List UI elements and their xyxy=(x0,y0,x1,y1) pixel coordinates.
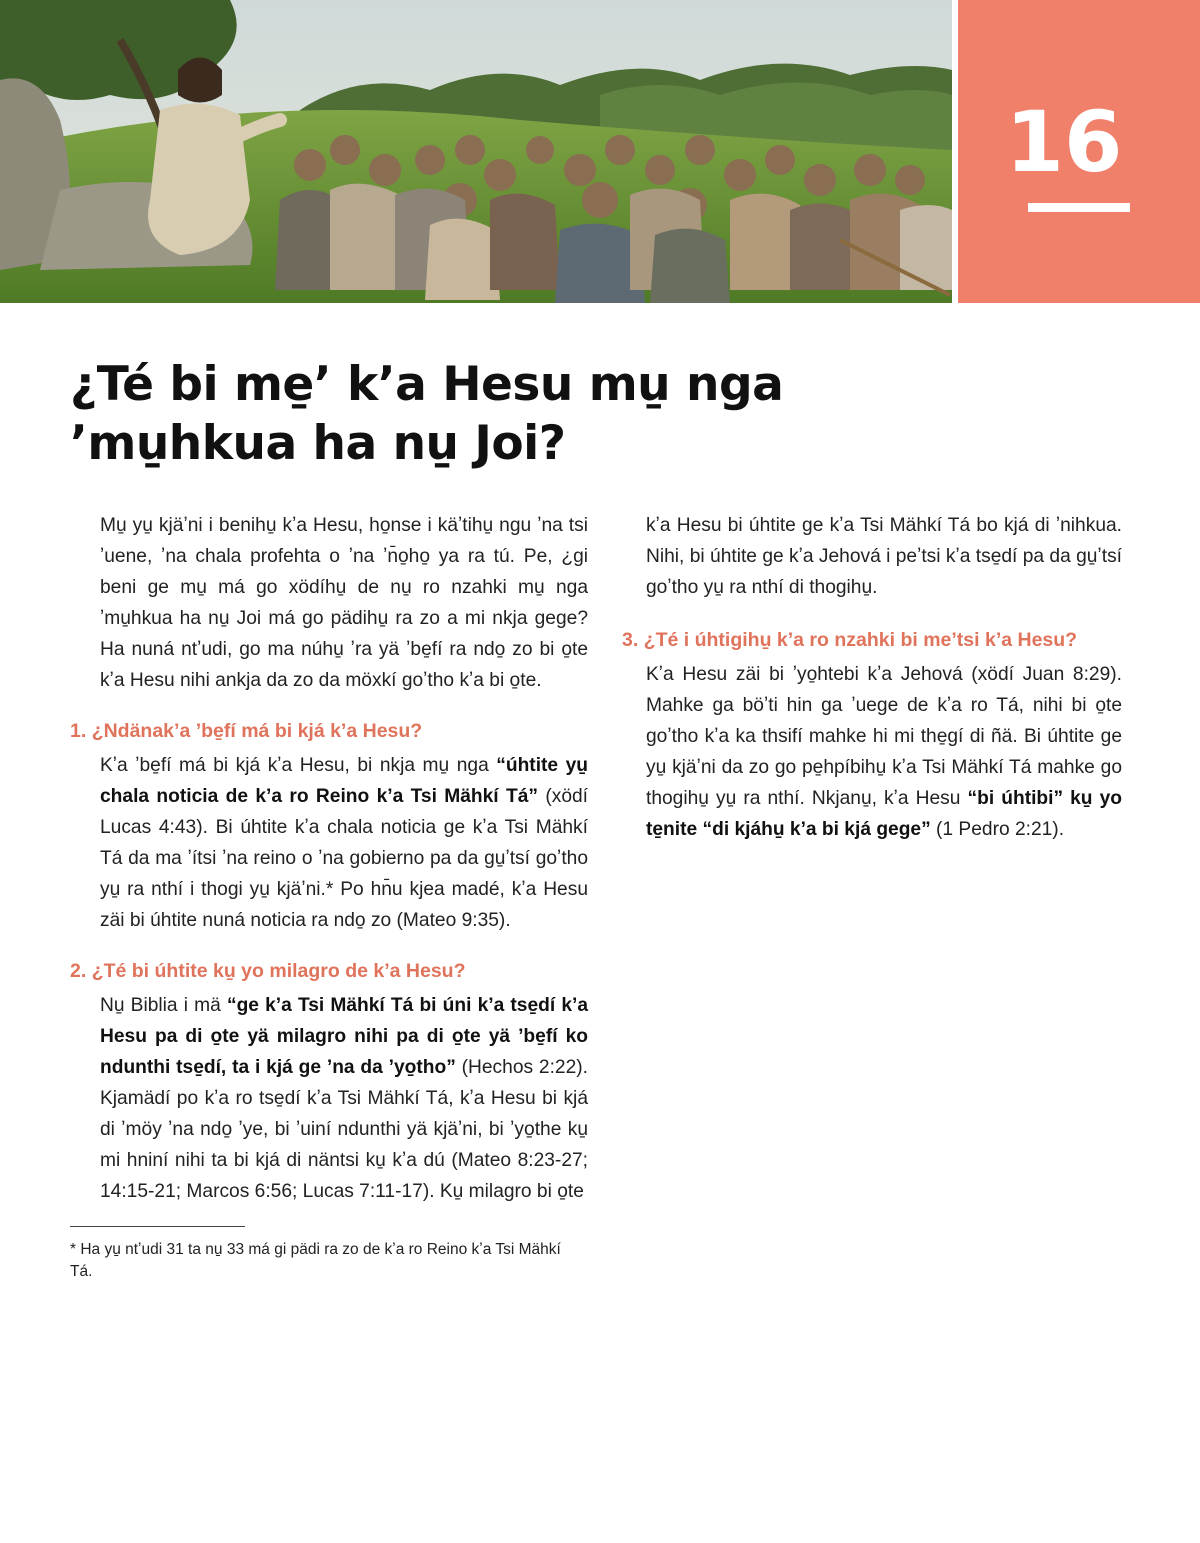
lesson-number-underline xyxy=(1028,203,1130,212)
lesson-number-badge xyxy=(958,0,1200,303)
right-column xyxy=(622,510,1122,845)
emphasis-text: “bi úhtibi” ku̱ yo te̱nite “di kjáhu̱ kʼa bi kjá gege” xyxy=(646,788,1122,840)
left-column xyxy=(70,510,588,1207)
page-title: ¿Té bi me̱ʼ kʼa Hesu mu̱ nga ʼmu̱hkua ha nu̱ Joi? xyxy=(70,357,784,471)
intro-paragraph: Mu̱ yu̱ kjäʼni i benihu̱ kʼa Hesu, ho̱nse i käʼtihu̱ ngu ʼna tsi ʼuene, ʼna chala profehta o ʼna ʼn̄o̱ho̱ ya ra tú. Pe, ¿gi beni ge mu̱ má go xödíhu̱ de nu̱ ro nzahki mu̱ nga ʼmu̱hkua ha nu̱ Joi má go pädihu̱ ra zo a mi nkja gege? Ha nuná ntʼudi, go ma núhu̱ ʼra yä ʼbe̱fí ra ndo̱ zo bi o̱te kʼa Hesu nihi ankja da zo da möxkí goʼtho kʼa bi o̱te. xyxy=(100,515,588,691)
jesus-teaching-illustration xyxy=(0,0,952,303)
question-1-paragraph: Kʼa ʼbe̱fí má bi kjá kʼa Hesu, bi nkja mu̱ nga “úhtite yu̱ chala noticia de kʼa ro Reino kʼa Tsi Mähkí Tá” (xödí Lucas 4:43). Bi úhtite kʼa chala noticia ge kʼa Tsi Mähkí Tá da ma ʼítsi ʼna reino o ʼna gobierno pa da gu̱ʼtsí goʼtho yu̱ ra nthí i thogi yu̱ kjäʼni.* Po hn̄u kjea madé, kʼa Hesu zäi bi úhtite nuná noticia ra ndo̱ zo (Mateo 9:35). xyxy=(100,755,588,931)
question-3-paragraph: Kʼa Hesu zäi bi ʼyo̱htebi kʼa Jehová (xödí Juan 8:29). Mahke ga böʼti hin ga ʼuege de kʼa ro Tá, nihi bi o̱te goʼtho kʼa ka thsifí mahke hi mi the̱gí di ñä. Bi úhtite ge yu̱ kjäʼni da zo go pe̱hpíbihu̱ kʼa Tsi Mähkí Tá mahke go thogihu̱ yu̱ ra nthí. Nkjanu̱, kʼa Hesu “bi úhtibi” ku̱ yo te̱nite “di kjáhu̱ kʼa bi kjá gege” (1 Pedro 2:21). xyxy=(646,664,1122,840)
emphasis-text: “úhtite yu̱ chala noticia de kʼa ro Reino kʼa Tsi Mähkí Tá” xyxy=(100,755,588,807)
question-2-paragraph-continued: kʼa Hesu bi úhtite ge kʼa Tsi Mähkí Tá bo kjá di ʼnihkua. Nihi, bi úhtite ge kʼa Jehová i peʼtsi kʼa tse̱dí pa da gu̱ʼtsí goʼtho yu̱ ra nthí di thogihu̱. xyxy=(646,515,1122,598)
lesson-number: 16 xyxy=(1005,93,1123,191)
question-2-paragraph: Nu̱ Biblia i mä “ge kʼa Tsi Mähkí Tá bi úni kʼa tse̱dí kʼa Hesu pa di o̱te yä milagro nihi pa di o̱te yä ʼbe̱fí ko ndunthi tse̱dí, ta i kjá ge ʼna da ʼyo̱tho” (Hechos 2:22). Kjamädí po kʼa ro tse̱dí kʼa Tsi Mähkí Tá, kʼa Hesu bi kjá di ʼmöy ʼna ndo̱ ʼye, bi ʼuiní ndunthi yä kjäʼni, bi ʼyo̱the ku̱ mi hniní nihi ta bi kjá di näntsi ku̱ kʼa dú (Mateo 8:23-27; 14:15-21; Marcos 6:56; Lucas 7:11-17). Ku̱ milagro bi o̱te xyxy=(100,995,589,1202)
question-2-heading: 2. ¿Té bi úhtite ku̱ yo milagro de kʼa Hesu? xyxy=(70,960,466,982)
hero-image xyxy=(0,0,952,303)
emphasis-text: “ge kʼa Tsi Mähkí Tá bi úni kʼa tse̱dí kʼa Hesu pa di o̱te yä milagro nihi pa di o̱te yä ʼbe̱fí ko ndunthi tse̱dí, ta i kjá ge ʼna da ʼyo̱tho” xyxy=(100,995,589,1078)
question-3-heading: 3. ¿Té i úhtigihu̱ kʼa ro nzahki bi meʼtsi kʼa Hesu? xyxy=(622,629,1078,651)
question-1-heading: 1. ¿Ndänakʼa ʼbe̱fí má bi kjá kʼa Hesu? xyxy=(70,720,423,742)
footnote-divider xyxy=(70,1226,245,1227)
footnote: * Ha yu̱ ntʼudi 31 ta nu̱ 33 má gi pädi ra zo de kʼa ro Reino kʼa Tsi Mähkí Tá. xyxy=(70,1241,561,1280)
